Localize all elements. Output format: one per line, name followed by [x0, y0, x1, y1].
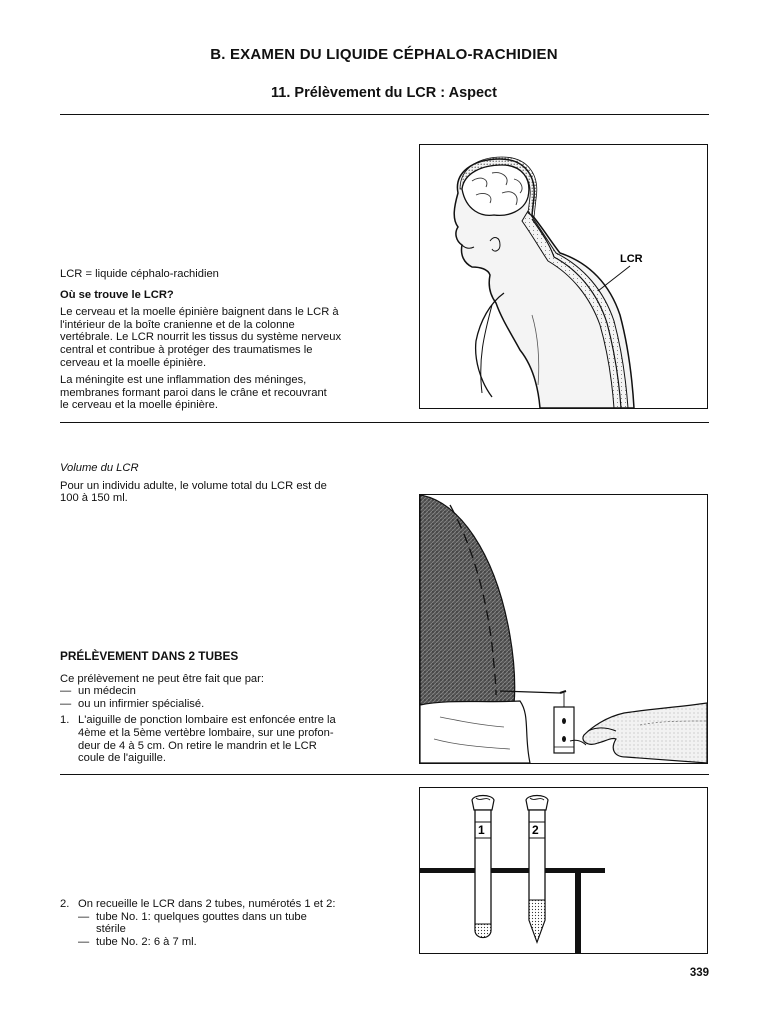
bullet-dash: — [60, 697, 72, 710]
text-line: Le cerveau et la moelle épinière baignent dans le LCR à [60, 306, 339, 319]
list-item [60, 698, 390, 711]
volume-section [60, 462, 390, 505]
bullet-dash: — [60, 685, 72, 698]
tube-2-label: 2 [532, 823, 539, 837]
lcr-figure-label: LCR [620, 253, 643, 265]
text-line: l'intérieur de la boîte cranienne et de la colonne [60, 318, 295, 331]
page-number: 339 [689, 967, 709, 979]
text-line: L'aiguille de ponction lombaire est enfoncée entre la [78, 714, 336, 727]
section-rule-1 [60, 422, 709, 423]
text-line: membranes formant paroi dans le crâne et recouvrant [60, 386, 327, 399]
bullet-text: ou un infirmier spécialisé. [78, 697, 205, 710]
tube-1-label: 1 [478, 823, 485, 837]
list-item [60, 936, 400, 949]
text-line: coule de l'aiguille. [78, 752, 166, 765]
section-title: B. EXAMEN DU LIQUIDE CÉPHALO-RACHIDIEN [210, 46, 558, 63]
bullet-dash: — [78, 910, 90, 923]
step-text: On recueille le LCR dans 2 tubes, numérotés 1 et 2: [78, 898, 336, 910]
step-2 [60, 898, 400, 948]
text-line: 100 à 150 ml. [60, 492, 128, 505]
anatomy-illustration [420, 145, 707, 408]
section-rule-2 [60, 774, 709, 775]
text-line: central et contribue à protéger des traumatismes le [60, 343, 313, 356]
text-line: tube No. 2: 6 à 7 ml. [96, 935, 197, 948]
lcr-description-paragraph [60, 306, 400, 369]
text-line: La méningite est une inflammation des méninges, [60, 374, 307, 387]
step-1 [60, 714, 390, 764]
list-item [60, 685, 390, 698]
text-line: 4ème et la 5ème vertèbre lombaire, sur une profon- [78, 726, 334, 739]
anatomy-figure [419, 144, 708, 409]
tubes-section [60, 650, 390, 765]
text-line: cerveau et la moelle épinière. [60, 356, 207, 369]
text-line: Pour un individu adulte, le volume total du LCR est de [60, 479, 327, 492]
tubes-heading: PRÉLÈVEMENT DANS 2 TUBES [60, 649, 239, 663]
bullet-dash: — [78, 935, 90, 948]
lcr-info-text [60, 268, 400, 412]
volume-heading: Volume du LCR [60, 462, 139, 474]
bullet-text: un médecin [78, 685, 136, 698]
text-line: deur de 4 à 5 cm. On retire le mandrin et le LCR [78, 739, 317, 752]
location-question: Où se trouve le LCR? [60, 288, 174, 301]
lumbar-puncture-figure [419, 494, 708, 764]
step-number: 1. [60, 714, 70, 727]
lumbar-puncture-illustration [420, 495, 707, 763]
text-line: vertébrale. Le LCR nourrit les tissus du système nerveux [60, 331, 342, 344]
lcr-definition: LCR = liquide céphalo-rachidien [60, 268, 219, 280]
tubes-illustration [420, 788, 707, 953]
header-rule [60, 114, 709, 115]
subsection-title: 11. Prélèvement du LCR : Aspect [271, 85, 497, 101]
text-line: stérile [96, 923, 126, 936]
meningitis-paragraph [60, 374, 400, 412]
step-number: 2. [60, 898, 70, 910]
text-line: le cerveau et la moelle épinière. [60, 399, 218, 412]
text-line: tube No. 1: quelques gouttes dans un tube [96, 910, 307, 923]
intro-line: Ce prélèvement ne peut être fait que par: [60, 672, 264, 685]
tubes-figure [419, 787, 708, 954]
list-item [60, 911, 400, 936]
